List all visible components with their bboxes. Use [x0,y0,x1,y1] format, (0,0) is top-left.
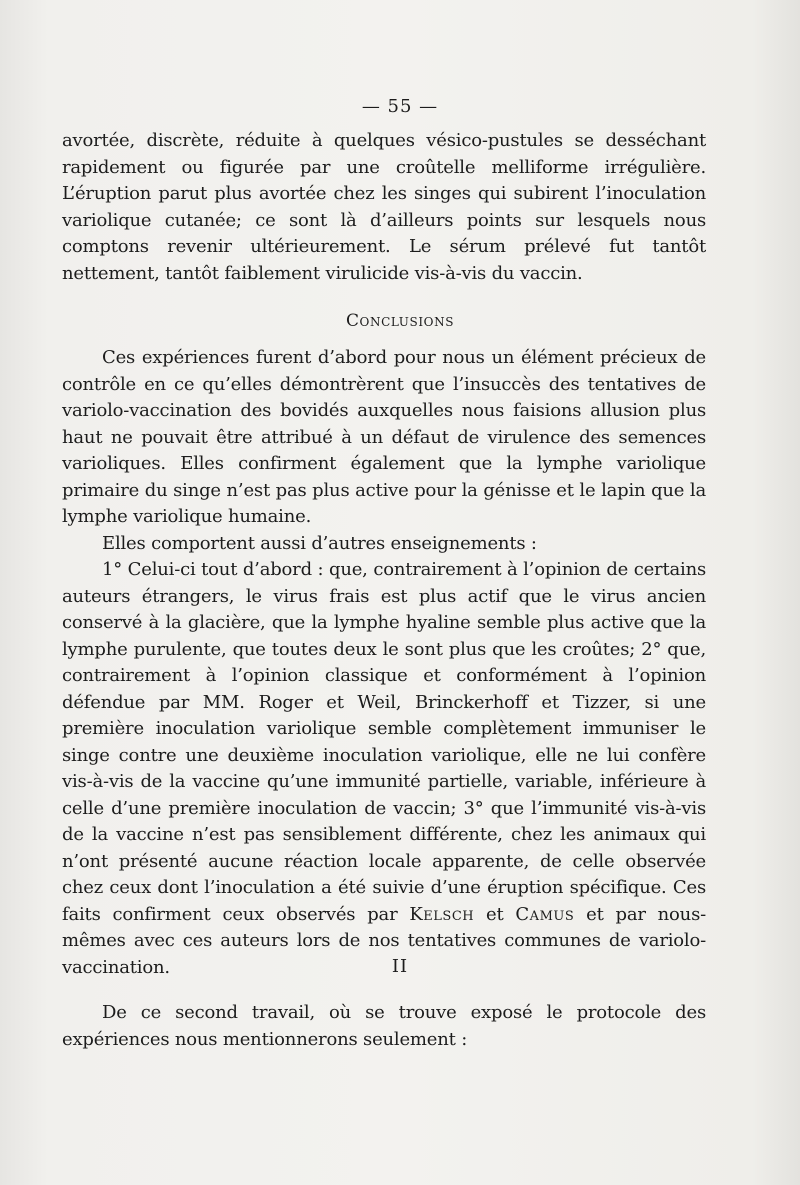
author-name: Camus [515,903,575,925]
conclusions-heading: Conclusions [345,311,455,331]
paragraph-eruption [62,128,706,287]
paragraph-text: De ce second travail, où se trouve exposé le protocole des expériences nous mentionnerons seulement : [62,1002,706,1050]
section-heading-ii: II [391,956,409,977]
paragraph-text: avortée, discrète, réduite à quelques vésico-pustules se desséchant rapidement ou figurée par une croûtelle melliforme irrégulière. L’éruption parut plus avortée chez les singes qui subirent l’inoculation variolique cutanée; ce sont là d’ailleurs points sur lesquels nous comptons revenir ultérieurement. Le sérum prélevé fut tantôt nettement, tantôt faiblement virulicide vis-à-vis du vaccin. [62,130,706,284]
page-number: — 55 — [361,96,439,117]
findings-text: 1° Celui-ci tout d’abord : que, contrairement à l’opinion de certains auteurs étrangers, le virus frais est plus actif que le virus ancien conservé à la glacière, que la lymphe hyaline semble plus active que la lymphe purulente, que toutes deux le sont plus que les croûtes; 2° que, contrairement à l’opinion classique et conformément à l’opinion défendue par MM. Roger et Weil, Brinckerhoff et Tizzer, si une première inoculation variolique semble complètement immuniser le singe contre une deuxième inoculation variolique, elle ne lui confère vis-à-vis de la vaccine qu’une immunité partielle, variable, inférieure à celle d’une première inoculation de vaccin; 3° que l’immunité vis-à-vis de la vaccine n’est pas sensiblement différente, chez les animaux qui n’ont présenté aucune réaction locale apparente, de celle observée chez ceux dont l’inoculation a été suivie d’une éruption spécifique. Ces faits confirment ceux observés par [62,559,706,925]
findings-text-end: et par nous-mêmes avec ces auteurs lors de nos tentatives communes de variolo-vaccination. [62,903,706,978]
author-name: Kelsch [409,903,475,925]
paragraph-text: Elles comportent aussi d’autres enseignements : [102,532,537,554]
conjunction-text: et [486,903,504,925]
paragraph-findings [62,557,706,981]
paragraph-second-work [62,1000,706,1053]
paragraph-experiences [62,345,706,981]
paragraph-text: Ces expériences furent d’abord pour nous un élément précieux de contrôle en ce qu’elles démontrèrent que l’insuccès des tentatives de variolo-vaccination des bovidés auxquelles nous faisions allusion plus haut ne pouvait être attribué à un défaut de virulence des semences varioliques. Elles confirment également que la lymphe variolique primaire du singe n’est pas plus active pour la génisse et le lapin que la lymphe variolique humaine. [62,347,706,527]
